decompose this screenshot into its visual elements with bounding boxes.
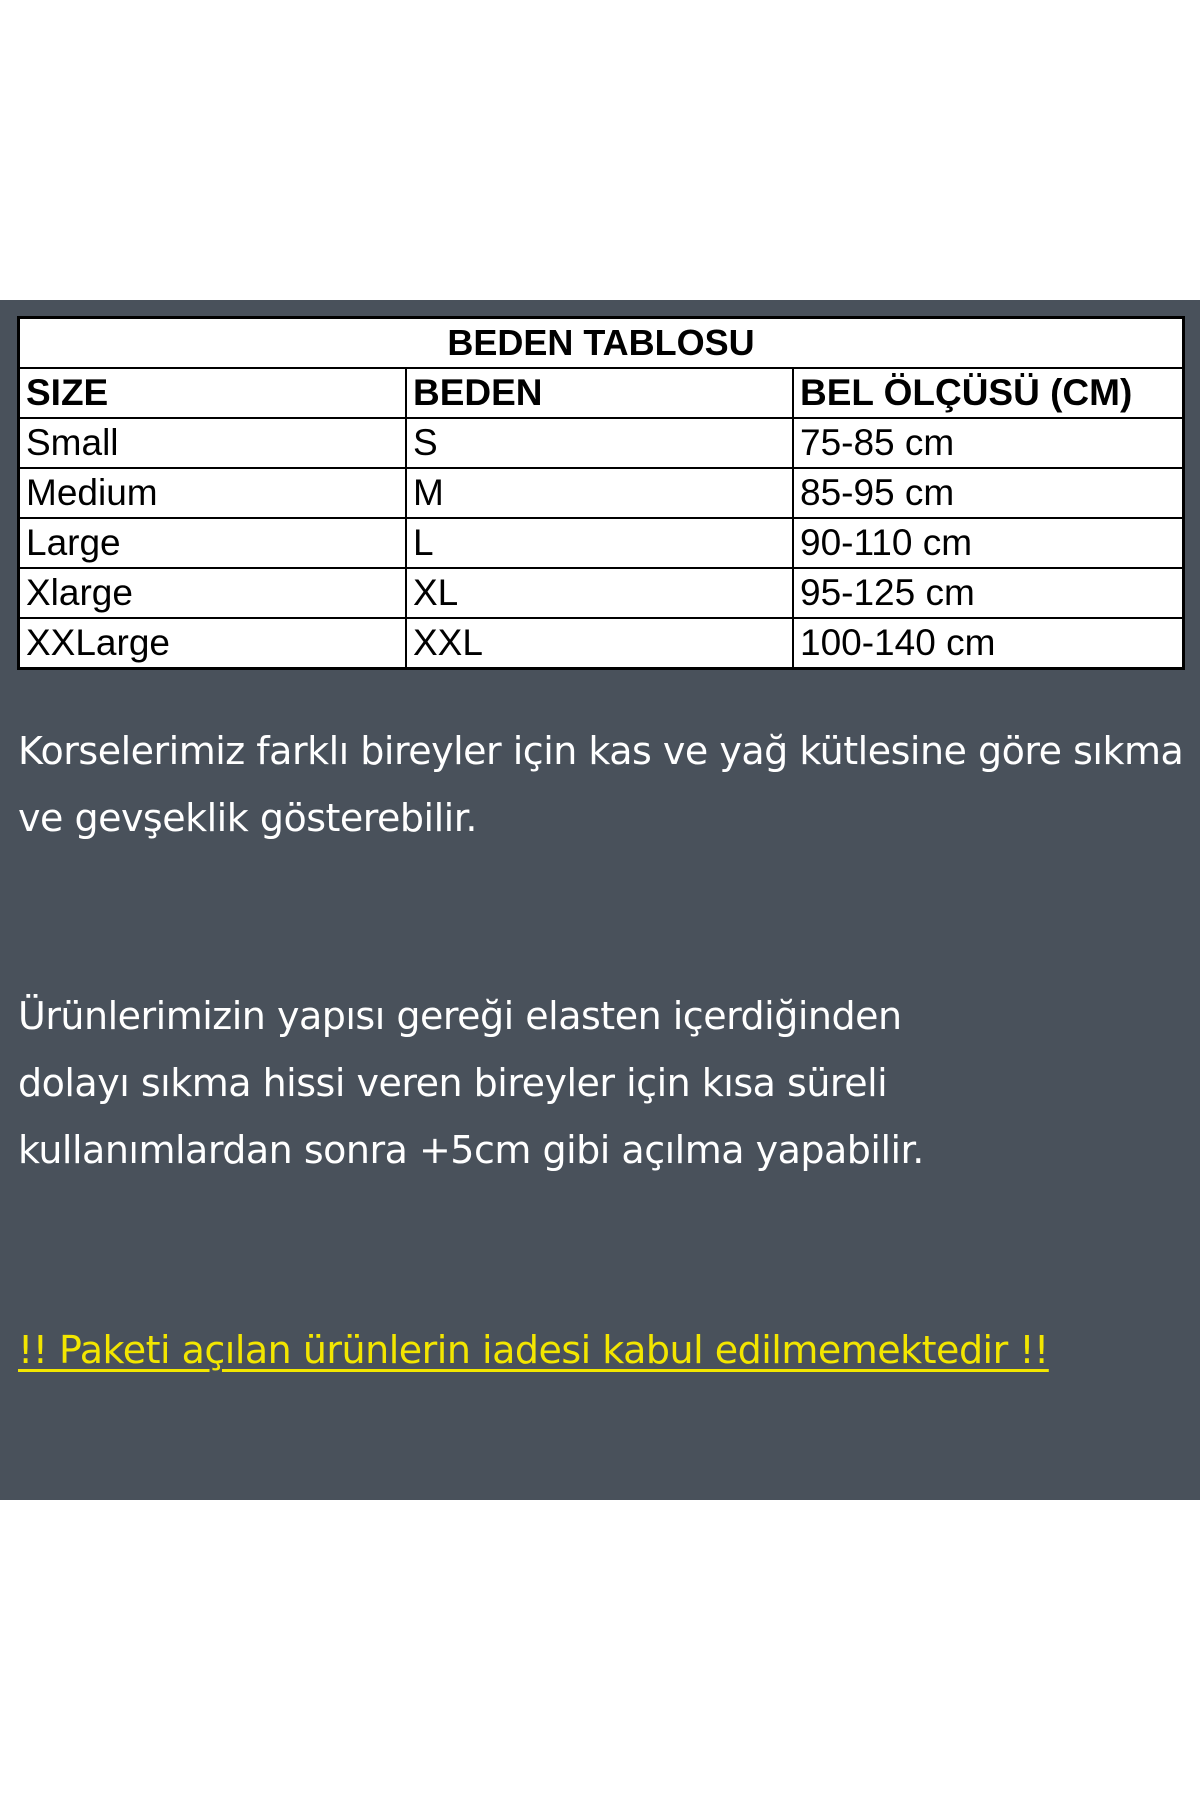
table-row — [19, 418, 1184, 468]
table-row — [19, 468, 1184, 518]
header-size: SIZE — [19, 368, 407, 418]
header-waist: BEL ÖLÇÜSÜ (CM) — [793, 368, 1184, 418]
table-row — [19, 568, 1184, 618]
cell-size: Xlarge — [19, 568, 407, 618]
cell-waist: 85-95 cm — [793, 468, 1184, 518]
cell-size: Small — [19, 418, 407, 468]
cell-size: Large — [19, 518, 407, 568]
cell-beden: M — [406, 468, 793, 518]
no-return-warning: !! Paketi açılan ürünlerin iadesi kabul edilmemektedir !! — [18, 1328, 1049, 1372]
size-chart-table — [17, 316, 1185, 670]
cell-size: XXLarge — [19, 618, 407, 669]
content-panel — [0, 300, 1200, 1500]
fit-variation-note: Korselerimiz farklı bireyler için kas ve yağ kütlesine göre sıkma ve gevşeklik gösterebilir. — [18, 729, 1184, 840]
elastane-stretch-note: Ürünlerimizin yapısı gereği elasten içerdiğinden dolayı sıkma hissi veren bireyler için kısa süreli kullanımlardan sonra +5cm gibi açılma yapabilir. — [18, 994, 924, 1172]
cell-waist: 75-85 cm — [793, 418, 1184, 468]
table-title: BEDEN TABLOSU — [19, 318, 1184, 369]
cell-waist: 95-125 cm — [793, 568, 1184, 618]
table-header-row — [19, 368, 1184, 418]
cell-size: Medium — [19, 468, 407, 518]
header-beden: BEDEN — [406, 368, 793, 418]
table-row — [19, 618, 1184, 669]
cell-beden: XXL — [406, 618, 793, 669]
table-row — [19, 518, 1184, 568]
cell-waist: 100-140 cm — [793, 618, 1184, 669]
cell-beden: S — [406, 418, 793, 468]
cell-beden: L — [406, 518, 793, 568]
cell-beden: XL — [406, 568, 793, 618]
cell-waist: 90-110 cm — [793, 518, 1184, 568]
table-title-row — [19, 318, 1184, 369]
